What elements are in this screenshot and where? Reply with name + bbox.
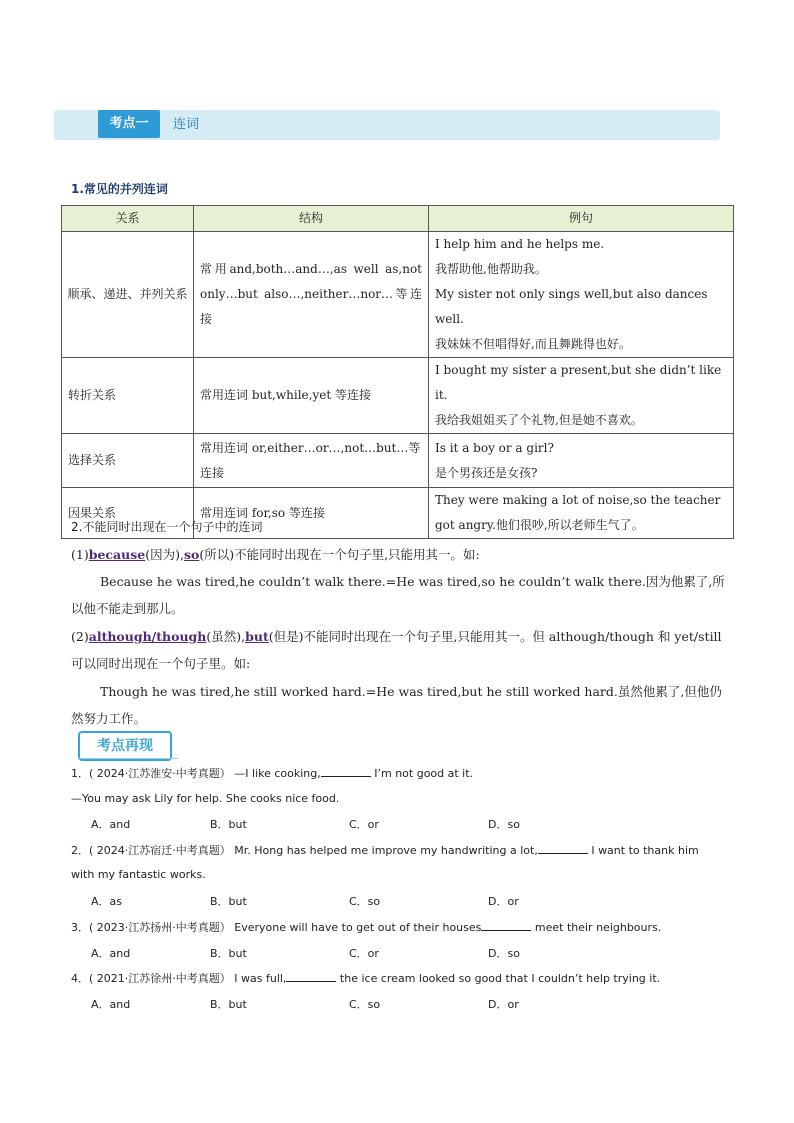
relation-cell: 选择关系 [62, 434, 194, 488]
rule-text: (虽然), [206, 629, 246, 644]
question-1-line2: —You may ask Lily for help. She cooks nice food. [71, 792, 340, 805]
question-stem: 4．( 2021·江苏徐州·中考真题） I was full, [71, 972, 287, 985]
table-row [62, 358, 734, 434]
relation-cell: 顺承、递进、并列关系 [62, 232, 194, 358]
option-b[interactable]: B．but [210, 818, 247, 831]
option-d[interactable]: D．so [488, 947, 520, 960]
option-a[interactable]: A．and [91, 818, 131, 831]
option-d[interactable]: D．or [488, 895, 519, 908]
question-stem: 2．( 2024·江苏宿迁·中考真题） Mr. Hong has helped me improve my handwriting a lot, [71, 844, 538, 857]
relation-cell: 转折关系 [62, 358, 194, 434]
example-line: I bought my sister a present,but she didn’t like it. [435, 363, 722, 402]
relation-cell: 因果关系 [62, 488, 194, 539]
example-line: 我妹妹不但唱得好,而且舞跳得也好。 [435, 337, 631, 351]
rule-number: (2) [71, 629, 89, 644]
rule-text: (所以)不能同时出现在一个句子里,只能用其一。如: [199, 547, 480, 562]
column-header-structure: 结构 [194, 206, 429, 232]
question-2-line2: with my fantastic works. [71, 868, 206, 881]
option-c[interactable]: C．so [349, 998, 381, 1011]
rule-text: (因为), [145, 547, 184, 562]
option-b[interactable]: B．but [210, 895, 247, 908]
option-d[interactable]: D．or [488, 998, 519, 1011]
keyword: because [88, 547, 146, 562]
example-line: I help him and he helps me. [435, 237, 605, 251]
example-line: 我给我姐姐买了个礼物,但是她不喜欢。 [435, 413, 643, 427]
table-row [62, 232, 734, 358]
column-header-relation: 关系 [62, 206, 194, 232]
rule-paragraph-1 [71, 541, 731, 568]
answer-blank[interactable] [286, 971, 336, 982]
example-cell [429, 434, 734, 488]
table-row [62, 434, 734, 488]
example-line: My sister not only sings well,but also dances well. [435, 287, 708, 326]
option-a[interactable]: A．and [91, 998, 131, 1011]
option-c[interactable]: C．or [349, 947, 379, 960]
keyword: so [183, 547, 200, 562]
rule-example-2: Though he was tired,he still worked hard.=He was tired,but he still worked hard.虽然他累了,但他仍然努力工作。 [71, 684, 722, 726]
conjunction-table [61, 205, 734, 539]
answer-blank[interactable] [321, 766, 371, 777]
answer-blank[interactable] [481, 920, 531, 931]
badge-underline [78, 758, 178, 759]
table-header-row [62, 206, 734, 232]
question-stem-end: I want to thank him [587, 844, 699, 857]
example-cell [429, 232, 734, 358]
rule-paragraph-2 [71, 623, 731, 677]
section1-heading [71, 180, 168, 197]
question-4 [71, 970, 660, 986]
answer-blank[interactable] [538, 843, 588, 854]
option-b[interactable]: B．but [210, 998, 247, 1011]
structure-cell: 常用连词 but,while,yet 等连接 [194, 358, 429, 434]
rule-example-1: Because he was tired,he couldn’t walk there.=He was tired,so he couldn’t walk there.因为他累了,所以他不能走到那儿。 [71, 574, 725, 616]
question-stem-end: the ice cream looked so good that I couldn’t help trying it. [336, 972, 661, 985]
rule-number: (1) [71, 547, 89, 562]
structure-cell: 常用and,both…and…,as well as,not only…but also…,neither…nor…等连接 [194, 232, 429, 358]
structure-cell: 常用连词 or,either…or…,not…but…等连接 [194, 434, 429, 488]
keyword: but [245, 629, 269, 644]
column-header-example: 例句 [429, 206, 734, 232]
option-b[interactable]: B．but [210, 947, 247, 960]
keyword: although/though [88, 629, 207, 644]
question-stem-end: meet their neighbours. [531, 921, 662, 934]
rule-text: (但是)不能同时出现在一个句子里,只能用其一。但 although/though 和 yet/still 可以同时出现在一个句子里。如: [71, 629, 722, 671]
question-stem: 3．( 2023·江苏扬州·中考真题） Everyone will have to get out of their houses [71, 921, 482, 934]
question-stem-end: I’m not good at it. [370, 767, 474, 780]
question-3 [71, 919, 661, 935]
option-a[interactable]: A．and [91, 947, 131, 960]
section1-heading-text: 1.常见的并列连词 [71, 182, 168, 196]
question-stem: 1．( 2024·江苏淮安·中考真题） —I like cooking, [71, 767, 321, 780]
example-line: 是个男孩还是女孩? [435, 465, 538, 480]
example-line: Is it a boy or a girl? [435, 440, 554, 455]
option-a[interactable]: A．as [91, 895, 122, 908]
section2-heading: 2.不能同时出现在一个句子中的连词 [71, 520, 263, 534]
question-1 [71, 765, 473, 781]
example-line: 我帮助他,他帮助我。 [435, 262, 547, 276]
question-2 [71, 842, 699, 858]
option-c[interactable]: C．so [349, 895, 381, 908]
structure-cell: 常用连词 for,so 等连接 [194, 488, 429, 539]
topic-tag: 考点一 [98, 110, 160, 138]
topic-title: 连词 [173, 117, 200, 132]
option-d[interactable]: D．so [488, 818, 520, 831]
review-badge: 考点再现 [78, 731, 172, 761]
option-c[interactable]: C．or [349, 818, 379, 831]
example-cell: They were making a lot of noise,so the teacher got angry.他们很吵,所以老师生气了。 [429, 488, 734, 539]
example-cell [429, 358, 734, 434]
